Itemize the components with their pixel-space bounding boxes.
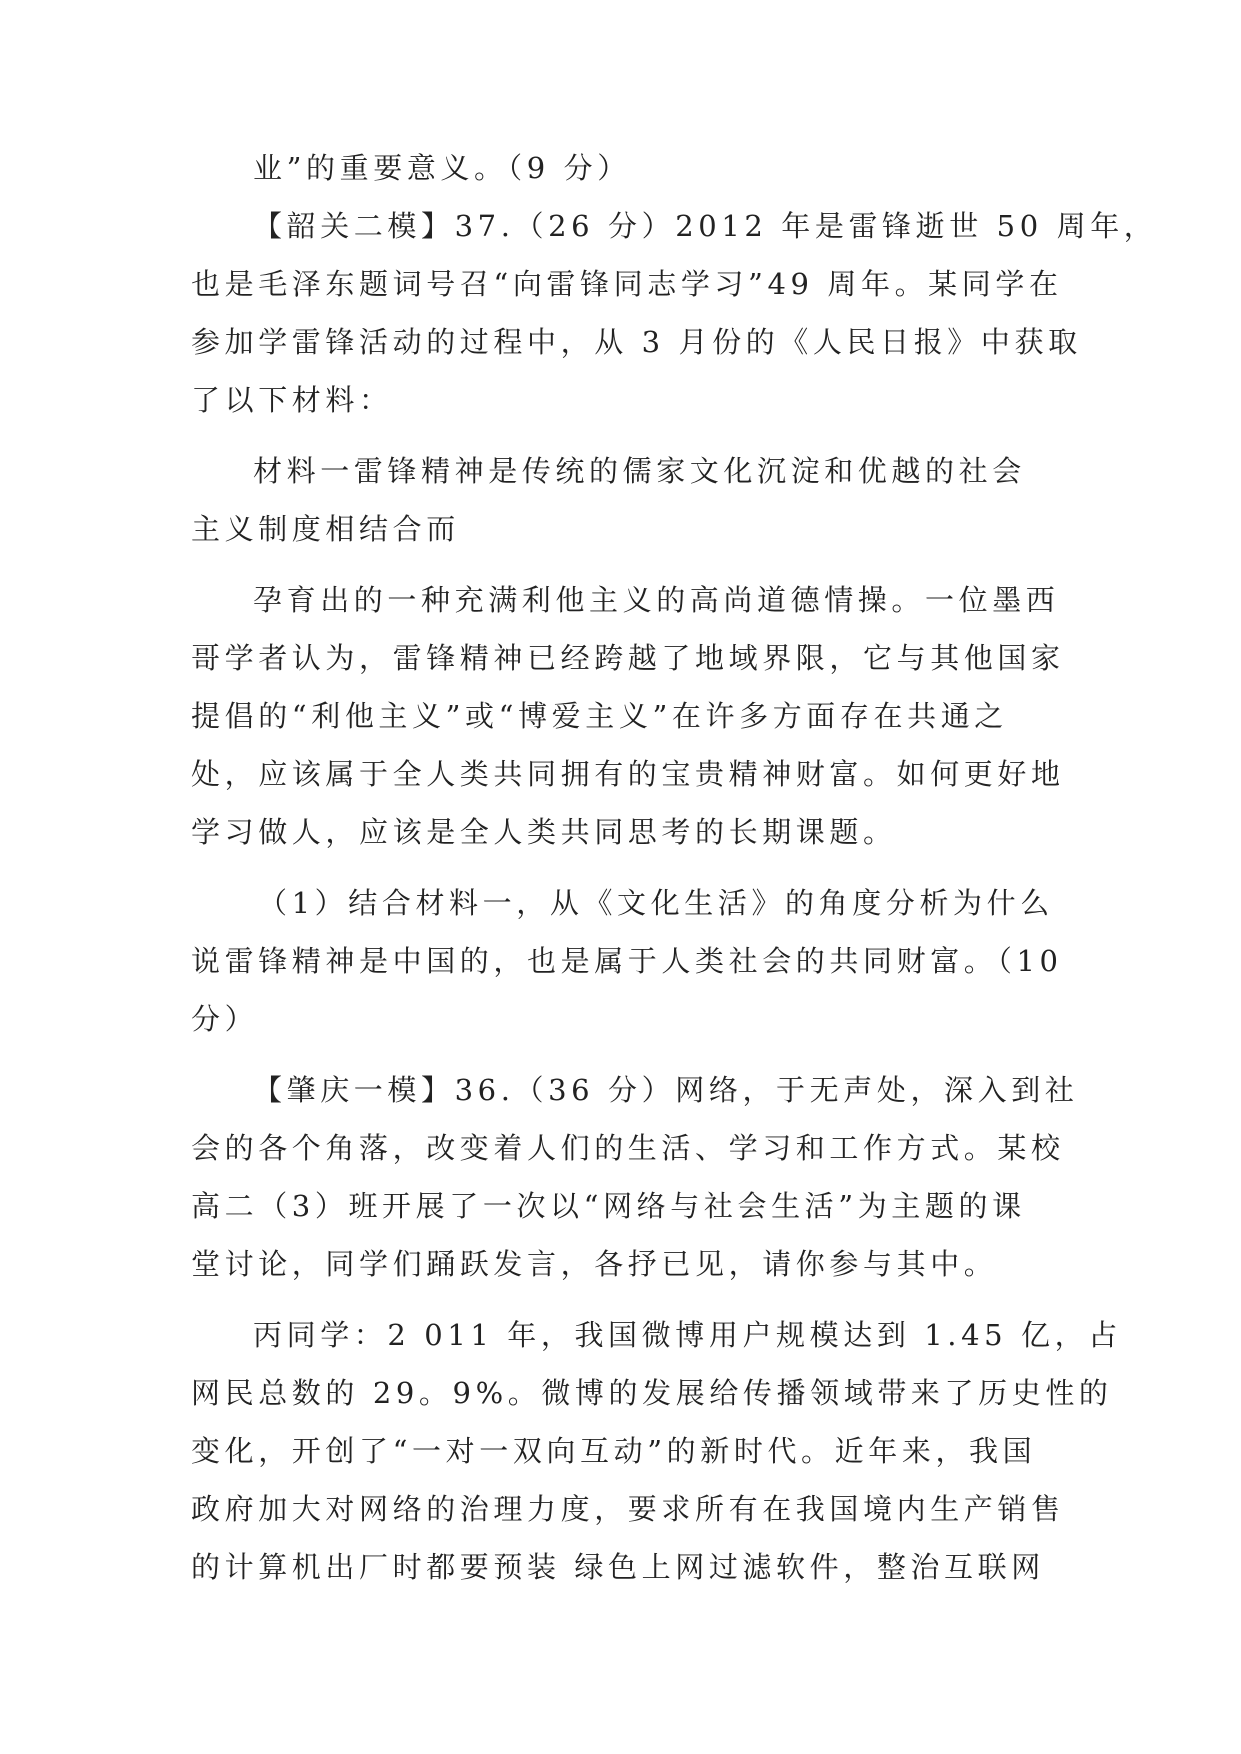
text-line: 变化，开创了“一对一双向互动”的新时代。近年来，我国 — [191, 1434, 1037, 1468]
text-line: 网民总数的 29。9%。微博的发展给传播领域带来了历史性的 — [191, 1376, 1113, 1410]
text-line: 学习做人，应该是全人类共同思考的长期课题。 — [191, 815, 897, 849]
text-line: 孕育出的一种充满利他主义的高尚道德情操。一位墨西 — [253, 583, 1060, 617]
text-line: 了以下材料： — [191, 383, 393, 417]
text-line: 【韶关二模】37.（26 分）2012 年是雷锋逝世 50 周年， — [253, 209, 1158, 243]
text-line: 【肇庆一模】36.（36 分）网络，于无声处，深入到社 — [253, 1073, 1079, 1107]
text-line: 说雷锋精神是中国的，也是属于人类社会的共同财富。（10 — [191, 944, 1063, 978]
text-line: 会的各个角落，改变着人们的生活、学习和工作方式。某校 — [191, 1131, 1065, 1165]
text-line: 丙同学：2 011 年，我国微博用户规模达到 1.45 亿，占 — [253, 1318, 1122, 1352]
text-line: 高二（3）班开展了一次以“网络与社会生活”为主题的课 — [191, 1189, 1026, 1223]
text-line: （1）结合材料一，从《文化生活》的角度分析为什么 — [258, 886, 1054, 920]
text-line: 材料一雷锋精神是传统的儒家文化沉淀和优越的社会 — [253, 454, 1026, 488]
text-line: 的计算机出厂时都要预装 绿色上网过滤软件，整治互联网 — [191, 1550, 1045, 1584]
text-line: 业”的重要意义。（9 分） — [253, 151, 631, 185]
text-line: 提倡的“利他主义”或“博爱主义”在许多方面存在共通之 — [191, 699, 1008, 733]
text-line: 哥学者认为，雷锋精神已经跨越了地域界限，它与其他国家 — [191, 641, 1065, 675]
text-line: 处，应该属于全人类共同拥有的宝贵精神财富。如何更好地 — [191, 757, 1065, 791]
text-line: 堂讨论，同学们踊跃发言，各抒已见，请你参与其中。 — [191, 1247, 998, 1281]
text-line: 参加学雷锋活动的过程中，从 3 月份的《人民日报》中获取 — [191, 325, 1082, 359]
text-line: 政府加大对网络的治理力度，要求所有在我国境内生产销售 — [191, 1492, 1065, 1526]
text-line: 也是毛泽东题词号召“向雷锋同志学习”49 周年。某同学在 — [191, 267, 1063, 301]
text-line: 主义制度相结合而 — [191, 512, 460, 546]
text-line: 分） — [191, 1002, 259, 1036]
